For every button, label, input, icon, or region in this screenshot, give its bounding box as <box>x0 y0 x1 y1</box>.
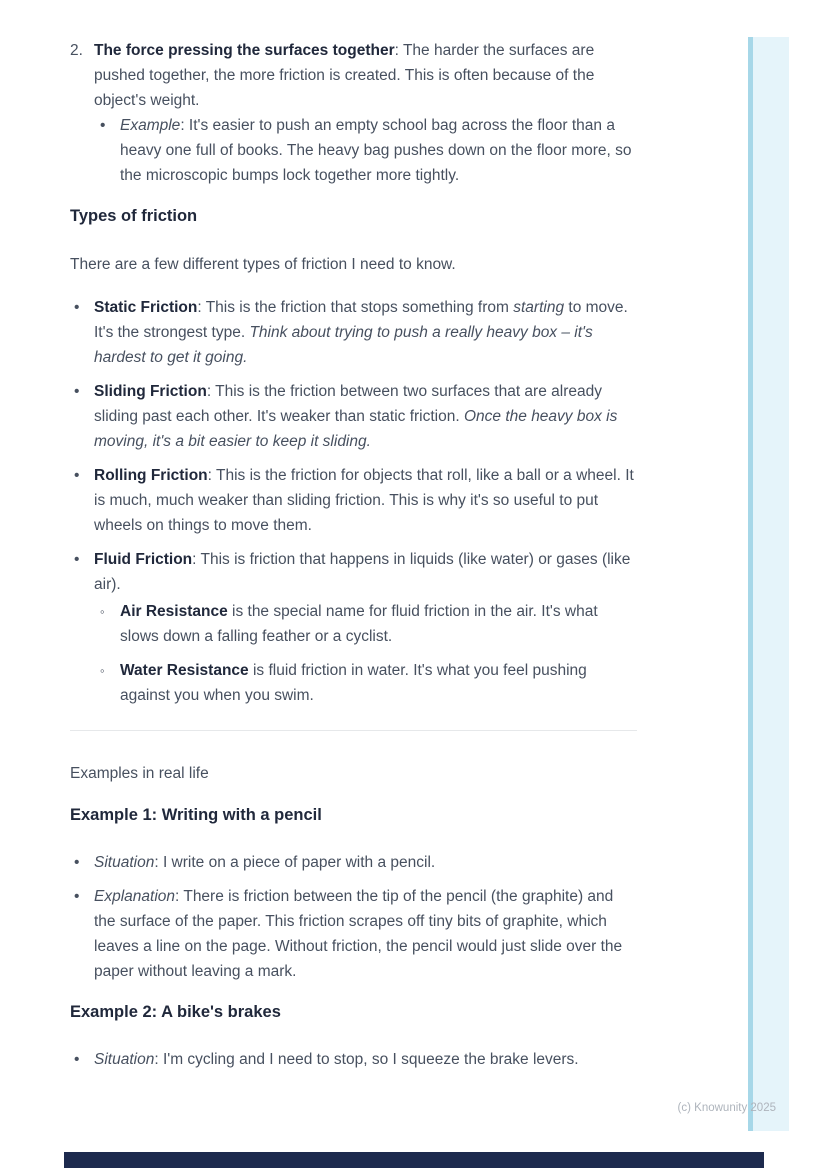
text-run: : There is friction between the tip of the pencil (the graphite) and the surface of the paper. This friction scrapes off tiny bits of graphite, which leaves a line on the page. Without friction, the pencil would just slide over the paper without leaving a mark. <box>94 888 623 980</box>
notes-content <box>70 38 637 1072</box>
bullet-list-item <box>70 1047 637 1072</box>
text-run: : I'm cycling and I need to stop, so I squeeze the brake levers. <box>154 1051 579 1068</box>
paragraph <box>70 252 637 277</box>
bullet-disc-icon: • <box>74 467 80 484</box>
text-run: Rolling Friction <box>94 467 208 484</box>
bullet-circle-icon: ◦ <box>100 604 105 619</box>
bullet-disc-icon: • <box>74 854 80 871</box>
bullet-list-item <box>96 599 637 649</box>
bullet-disc-icon: • <box>74 1051 80 1068</box>
text-run: is fluid friction in water. It's what you feel pushing against you when you swim. <box>120 662 587 704</box>
list-item-text <box>94 38 637 113</box>
text-run: starting <box>513 299 565 316</box>
text-run: to move. It's the strongest type. <box>94 299 628 341</box>
copyright-watermark: (c) Knowunity 2025 <box>677 1102 776 1114</box>
list-item-text <box>94 1047 637 1072</box>
bullet-list-item <box>70 463 637 538</box>
side-accent-panel <box>753 37 789 1131</box>
text-run: There are a few different types of friction I need to know. <box>70 256 456 273</box>
bullet-list-item <box>70 379 637 454</box>
list-item-text <box>94 379 637 454</box>
text-run: Once the heavy box is moving, it's a bit easier to keep it sliding. <box>94 408 618 450</box>
text-run: : This is friction that happens in liquids (like water) or gases (like air). <box>94 551 631 593</box>
list-item-text <box>94 547 637 597</box>
text-run: Static Friction <box>94 299 198 316</box>
text-run: Explanation <box>94 888 176 905</box>
list-number: 2. <box>70 42 83 59</box>
section-heading: Example 1: Writing with a pencil <box>70 806 322 824</box>
list-item-text <box>94 884 637 984</box>
bullet-disc-icon: • <box>100 117 106 134</box>
text-run: : The harder the surfaces are pushed together, the more friction is created. This is often because of the object's weight. <box>94 42 595 109</box>
text-run: : This is the friction between two surfaces that are already sliding past each other. It's weaker than static friction. <box>94 383 602 425</box>
text-run: Example <box>120 117 181 134</box>
text-run: : It's easier to push an empty school bag across the floor than a heavy one full of books. The heavy bag pushes down on the floor more, so the microscopic bumps lock together more tightly. <box>120 117 632 184</box>
text-run: Fluid Friction <box>94 551 193 568</box>
section-divider <box>70 730 637 731</box>
numbered-list-item <box>70 38 637 113</box>
text-run: Sliding Friction <box>94 383 207 400</box>
bullet-list-item <box>96 113 637 188</box>
bullet-list-item <box>96 658 637 708</box>
text-run: is the special name for fluid friction in the air. It's what slows down a falling feather or a cyclist. <box>120 603 598 645</box>
bullet-list-item <box>70 547 637 597</box>
list-item-text <box>94 463 637 538</box>
text-run: Think about trying to push a really heavy box – it's hardest to get it going. <box>94 324 593 366</box>
text-run: : This is the friction that stops something from <box>197 299 514 316</box>
text-run: The force pressing the surfaces together <box>94 42 395 59</box>
bullet-circle-icon: ◦ <box>100 663 105 678</box>
list-item-text <box>94 295 637 370</box>
list-item-text <box>120 599 637 649</box>
bullet-list-item <box>70 884 637 984</box>
bullet-disc-icon: • <box>74 383 80 400</box>
paragraph <box>70 761 637 786</box>
text-run: Situation <box>94 1051 155 1068</box>
text-run: Examples in real life <box>70 765 209 782</box>
bullet-disc-icon: • <box>74 299 80 316</box>
text-run: : This is the friction for objects that roll, like a ball or a wheel. It is much, much weaker than sliding friction. This is why it's so useful to put wheels on things to move them. <box>94 467 634 534</box>
text-run: Air Resistance <box>120 603 228 620</box>
bullet-list-item <box>70 295 637 370</box>
list-item-text <box>120 658 637 708</box>
bullet-list-item <box>70 850 637 875</box>
list-item-text <box>94 850 637 875</box>
section-heading: Example 2: A bike's brakes <box>70 1003 281 1021</box>
text-run: : I write on a piece of paper with a pencil. <box>154 854 436 871</box>
text-run: Situation <box>94 854 155 871</box>
bullet-disc-icon: • <box>74 551 80 568</box>
page-bottom-bar <box>64 1152 764 1168</box>
text-run: Water Resistance <box>120 662 249 679</box>
section-heading: Types of friction <box>70 207 198 225</box>
list-item-text <box>120 113 637 188</box>
bullet-disc-icon: • <box>74 888 80 905</box>
